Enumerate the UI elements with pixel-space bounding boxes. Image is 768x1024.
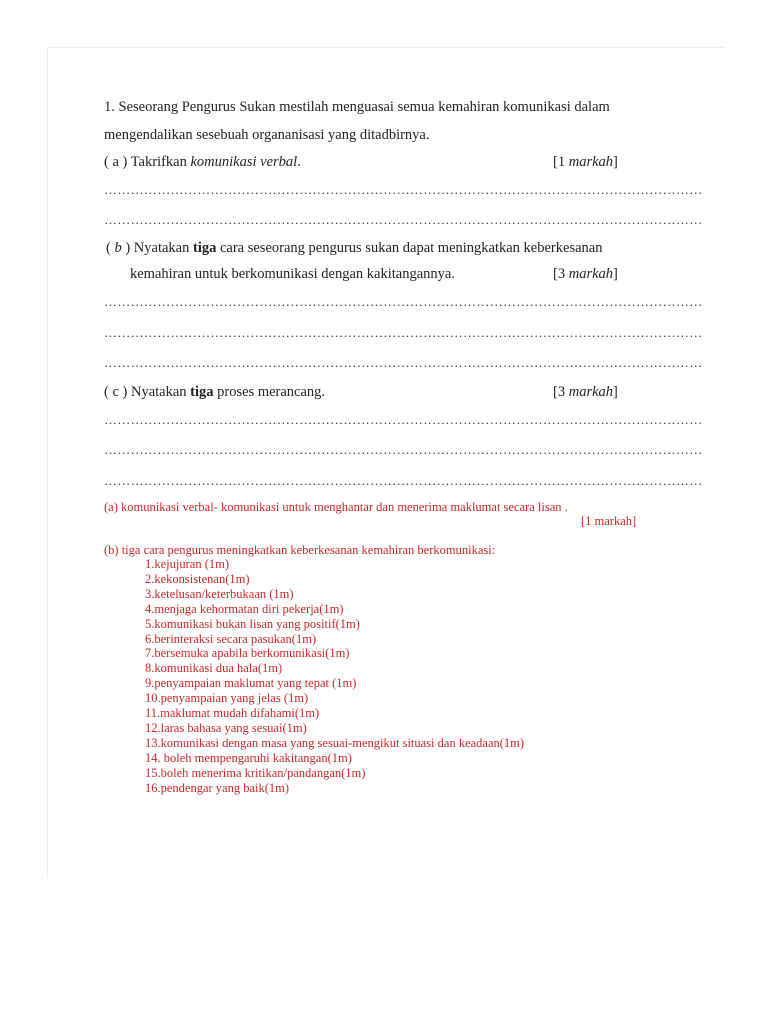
list-item: 14. boleh mempengaruhi kakitangan(1m) (145, 750, 352, 765)
question-a-suffix: . (297, 154, 301, 170)
answer-line: ……………………………………………………………………………………………………………………… (104, 325, 703, 340)
question-c-rest: proses merancang. (213, 384, 326, 400)
question-b-bold: tiga (192, 240, 217, 256)
question-c-marks (553, 383, 618, 401)
question-b-marks (553, 265, 618, 283)
answer-line: ……………………………………………………………………………………………………………………… (104, 294, 703, 309)
list-item: 8.komunikasi dua hala(1m) (145, 661, 283, 676)
list-item: 9.penyampaian maklumat yang tepat (1m) (145, 676, 357, 691)
question-b-letter: b (114, 240, 122, 256)
answer-b-heading: (b) tiga cara pengurus meningkatkan keberkesanan kemahiran berkomunikasi: (104, 543, 496, 557)
list-item: 13.komunikasi dengan masa yang sesuai-mengikut situasi dan keadaan(1m) (145, 735, 525, 750)
question-c-lead: ( c ) Nyatakan (104, 384, 191, 400)
question-a (104, 153, 301, 171)
list-item: 3.ketelusan/keterbukaan (1m) (145, 586, 294, 601)
question-b (106, 239, 602, 257)
question-1-line-2: mengendalikan sesebuah organanisasi yang ditadbirnya. (104, 127, 430, 143)
question-c (104, 383, 325, 401)
marks-close: ] (613, 154, 618, 170)
list-item: 6.berinteraksi secara pasukan(1m) (145, 631, 317, 646)
question-b-lead: ) Nyatakan (121, 240, 193, 256)
answer-b-list (145, 557, 524, 796)
marks-open: [3 (553, 384, 569, 400)
answer-a-text: (a) komunikasi verbal- komunikasi untuk menghantar dan menerima maklumat secara lisan . (104, 500, 568, 514)
question-b-line-2: kemahiran untuk berkomunikasi dengan kakitangannya. (130, 266, 455, 282)
marks-word: markah (568, 266, 614, 282)
answer-line: ……………………………………………………………………………………………………………………… (104, 412, 703, 427)
question-a-marks (553, 153, 618, 171)
list-item: 10.penyampaian yang jelas (1m) (145, 691, 309, 706)
marks-word: markah (568, 154, 614, 170)
marks-open: [1 (553, 154, 569, 170)
marks-open: [3 (553, 266, 569, 282)
marks-close: ] (613, 266, 618, 282)
answer-line: ……………………………………………………………………………………………………………………… (104, 442, 703, 457)
list-item: 12.laras bahasa yang sesuai(1m) (145, 720, 307, 735)
list-item: 7.bersemuka apabila berkomunikasi(1m) (145, 646, 350, 661)
answer-line: ……………………………………………………………………………………………………………………… (104, 212, 703, 227)
marks-word: markah (568, 384, 614, 400)
answer-line: ……………………………………………………………………………………………………………………… (104, 473, 703, 488)
question-a-term: komunikasi verbal (190, 154, 298, 170)
answer-line: ……………………………………………………………………………………………………………………… (104, 355, 703, 370)
list-item: 11.maklumat mudah difahami(1m) (145, 706, 320, 721)
marks-close: ] (613, 384, 618, 400)
answer-line: ……………………………………………………………………………………………………………………… (104, 182, 703, 197)
list-item: 4.menjaga kehormatan diri pekerja(1m) (145, 601, 344, 616)
question-b-rest: cara seseorang pengurus sukan dapat meningkatkan keberkesanan (216, 240, 603, 256)
question-c-bold: tiga (190, 384, 214, 400)
question-a-prefix: ( a ) Takrifkan (104, 154, 191, 170)
list-item: 2.kekonsistenan(1m) (145, 571, 250, 586)
question-1-line-1: 1. Seseorang Pengurus Sukan mestilah menguasai semua kemahiran komunikasi dalam (104, 99, 610, 115)
list-item: 15.boleh menerima kritikan/pandangan(1m) (145, 765, 366, 780)
answer-a-marks: [1 markah] (581, 514, 637, 528)
question-b-open: ( (106, 240, 115, 256)
list-item: 1.kejujuran (1m) (145, 557, 230, 571)
list-item: 5.komunikasi bukan lisan yang positif(1m) (145, 616, 360, 631)
list-item: 16.pendengar yang baik(1m) (145, 780, 290, 795)
